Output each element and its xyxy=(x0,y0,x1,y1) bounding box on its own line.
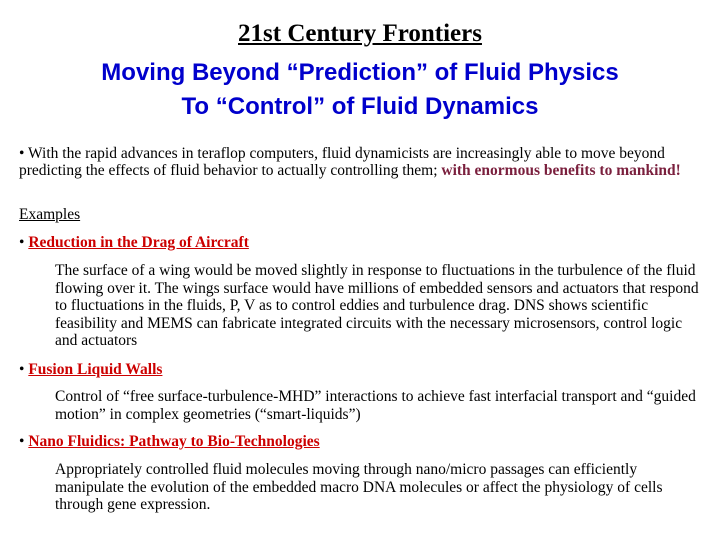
example-description-drag: The surface of a wing would be moved slightly in response to fluctuations in the turbulence of the fluid flowing over it. The wings surface would have millions of embedded sensors and actuators that respond to fluctuations in the fluids, P, V as to control eddies and turbulence drag. DNS shows scientific feasibility and MEMS can fabricate integrated circuits with the necessary microsensors, control logic and actuators xyxy=(55,262,699,350)
bullet-marker: • xyxy=(19,234,25,251)
example-title-drag: Reduction in the Drag of Aircraft xyxy=(28,234,249,251)
slide-title: 21st Century Frontiers xyxy=(238,20,482,47)
subtitle-line-1: Moving Beyond “Prediction” of Fluid Physics xyxy=(101,59,619,86)
examples-heading: Examples xyxy=(19,206,81,223)
intro-text: With the rapid advances in teraflop computers, fluid dynamicists are increasingly able to move beyond predicting the effects of fluid behavior to actually controlling them; xyxy=(19,145,665,179)
bullet-marker: • xyxy=(19,361,25,378)
example-title-nano: Nano Fluidics: Pathway to Bio-Technologies xyxy=(28,433,320,450)
example-bullet-nano xyxy=(19,433,320,450)
intro-highlight: with enormous benefits to mankind! xyxy=(441,162,681,179)
example-bullet-fusion xyxy=(19,361,162,378)
example-title-fusion: Fusion Liquid Walls xyxy=(28,361,163,378)
example-description-nano: Appropriately controlled fluid molecules moving through nano/micro passages can efficiently manipulate the evolution of the embedded macro DNA molecules or affect the physiology of cells through gene expression. xyxy=(55,461,663,514)
intro-bullet: • xyxy=(19,145,25,162)
example-description-fusion: Control of “free surface-turbulence-MHD” interactions to achieve fast interfacial transport and “guided motion” in complex geometries (“smart-liquids”) xyxy=(55,388,696,423)
example-bullet-drag xyxy=(19,234,249,251)
bullet-marker: • xyxy=(19,433,25,450)
intro-paragraph xyxy=(19,145,699,179)
subtitle-line-2: To “Control” of Fluid Dynamics xyxy=(181,93,539,120)
